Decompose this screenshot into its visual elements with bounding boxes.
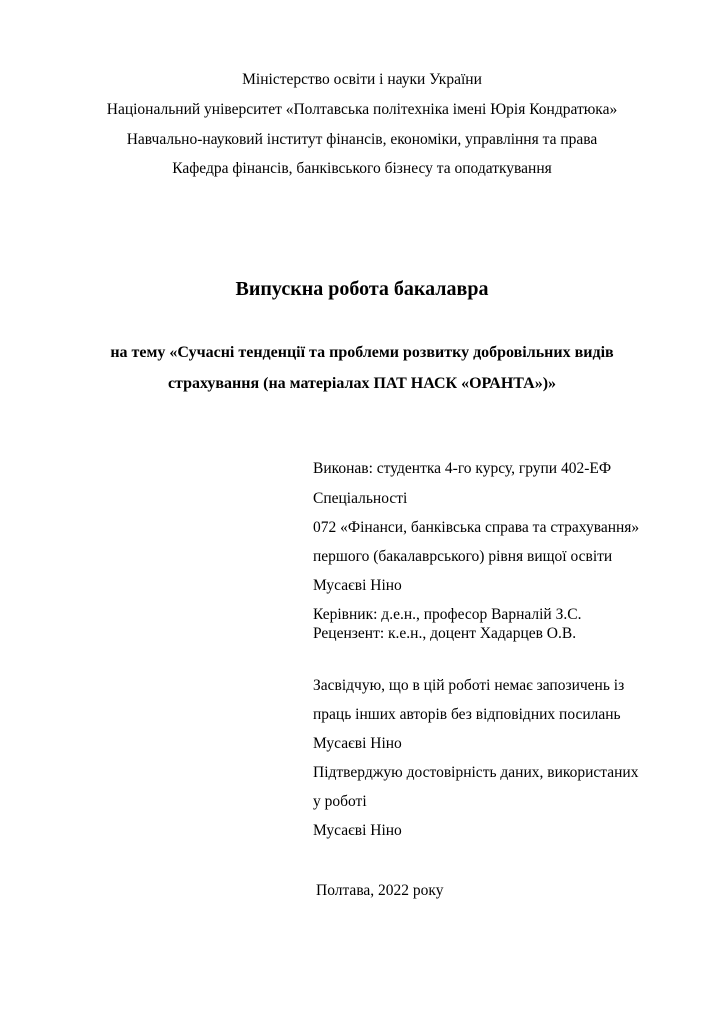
department-line: Кафедра фінансів, банківського бізнесу та оподаткування — [172, 160, 552, 177]
topic-line-2: страхування (на матеріалах ПАТ НАСК «ОРАНТА»)» — [167, 375, 557, 392]
document-title: Випускна робота бакалавра — [235, 278, 489, 300]
declaration-line-4: у роботі — [313, 793, 367, 810]
topic-line-1: на тему «Сучасні тенденції та проблеми розвитку добровільних видів — [110, 344, 614, 361]
city-year: Полтава, 2022 року — [316, 882, 444, 899]
reviewer: Рецензент: к.е.н., доцент Хадарцев О.В. — [313, 625, 577, 642]
declaration-line-2: праць інших авторів без відповідних посилань — [313, 706, 621, 723]
institute-line: Навчально-науковий інститут фінансів, економіки, управління та права — [126, 131, 598, 148]
university-line: Національний університет «Полтавська політехніка імені Юрія Кондратюка» — [106, 101, 618, 118]
specialty-label: Спеціальності — [313, 490, 408, 507]
student-name: Мусаєві Ніно — [313, 577, 402, 594]
declaration-line-3: Підтверджую достовірність даних, використаних — [313, 764, 639, 781]
declaration-signature-1: Мусаєві Ніно — [313, 735, 402, 752]
declaration-signature-2: Мусаєві Ніно — [313, 822, 402, 839]
declaration-line-1: Засвідчую, що в цій роботі немає запозичень із — [313, 677, 625, 694]
ministry-line: Міністерство освіти і науки України — [242, 71, 482, 88]
supervisor: Керівник: д.е.н., професор Варналій З.С. — [313, 606, 582, 623]
education-level: першого (бакалаврського) рівня вищої освіти — [313, 548, 613, 565]
specialty: 072 «Фінанси, банківська справа та страхування» — [313, 519, 640, 536]
performed-by: Виконав: студентка 4-го курсу, групи 402-ЕФ — [313, 460, 612, 477]
